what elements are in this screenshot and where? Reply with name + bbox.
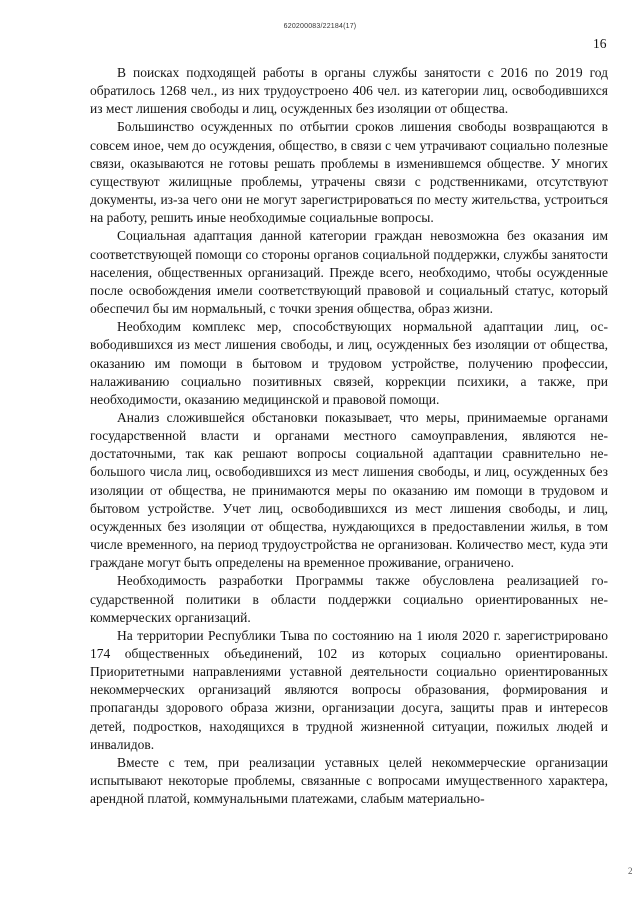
- document-body: [90, 64, 608, 808]
- document-registration-stamp: 620200083/22184(17): [283, 23, 357, 30]
- page-number: 16: [593, 36, 607, 51]
- paragraph-situation-analysis: Анализ сложившейся обстановки показывает, что меры, принимаемые органами государственной власти и органами местного самоуправления, являются недостаточными, так как решают вопросы социальной адаптации сравнительно небольшого числа лиц, освободившихся из мест лишения свободы, и лиц, осужденных без изоляции от общества, не принимаются меры по оказанию им помощи в трудовом и бытовом устройстве. Учет лиц, освободившихся из мест лишения свободы, и лиц, осужденных без изоляции от общества, нуждающихся в предоставлении жилья, в том числе временного, на период трудоустройства не организован. Количество мест, куда эти граждане могут быть определены на временное проживание, ограничено.: [90, 409, 608, 571]
- paragraph-tyva-organizations: На территории Республики Тыва по состоянию на 1 июля 2020 г. зарегистрировано 174 общественных объединений, 102 из которых социально ориентированы. Приоритетными направлениями уставной деятельности социально ориентированных некоммерческих организаций являются вопросы образования, формирования и пропаганды здорового образа жизни, организации досуга, защиты прав и интересов детей, подростков, находящихся в трудной жизненной ситуации, пожилых людей и инвалидов.: [90, 627, 608, 752]
- paragraph-social-adaptation: Социальная адаптация данной категории граждан невозможна без оказания им соответствующей помощи со стороны органов социальной поддержки, службы занятости населения, общественных организаций. Прежде всего, необходимо, чтобы осужденные после освобождения имели соответствующий правовой и социальный статус, который обеспечил бы им нормальный, с точки зрения общества, образ жизни.: [90, 228, 608, 317]
- paragraph-complex-of-measures: Необходим комплекс мер, способствующих нормальной адаптации лиц, освободившихся из мест лишения свободы, и лиц, осужденных без изоляции от общества, оказанию им помощи в бытовом и трудовом устройстве, получению профессии, налаживанию социально позитивных связей, коррекции психики, а также, при необходимости, оказанию медицинской и правовой помощи.: [90, 319, 608, 407]
- page-edge-mark: 2: [628, 866, 633, 876]
- paragraph-employment-statistics: В поисках подходящей работы в органы службы занятости с 2016 по 2019 год обратилось 1268 чел., из них трудоустроено 406 чел. из категории лиц, освободившихся из мест лишения свободы и лиц, осужденных без изоляции от общества.: [90, 65, 608, 117]
- paragraph-program-necessity: Необходимость разработки Программы также обусловлена реализацией государственной политики в области поддержки социально ориентированных некоммерческих организаций.: [90, 573, 608, 625]
- paragraph-return-to-society: Большинство осужденных по отбытии сроков лишения свободы возвращаются в совсем иное, чем до осуждения, общество, в связи с чем утрачивают социально полезные связи, оказываются не готовы решать проблемы в изменившемся обществе. У многих существуют жилищные проблемы, утрачены связи с родственниками, отсутствуют документы, из-за чего они не могут зарегистрироваться по месту жительства, устроиться на работу, решить иные необходимые социальные вопросы.: [90, 119, 608, 226]
- paragraph-nonprofit-problems: Вместе с тем, при реализации уставных целей некоммерческие организации испытывают некоторые проблемы, связанные с вопросами имущественного характера, арендной платой, коммунальными платежами, слабым материально-: [90, 754, 608, 807]
